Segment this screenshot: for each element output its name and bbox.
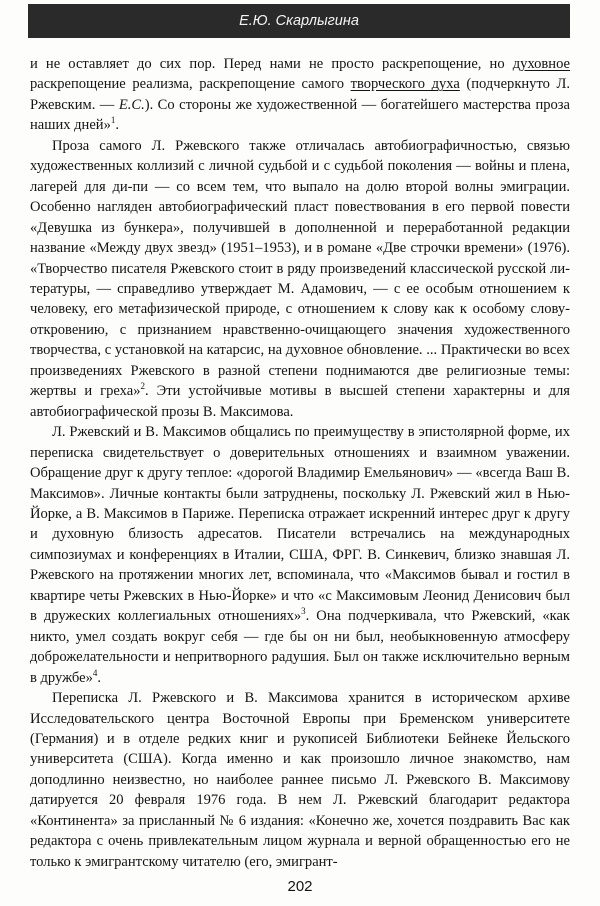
footnote-ref: 3 [301, 606, 306, 617]
text-run: и не оставляет до сих пор. Перед нами не просто раскрепощение, но [30, 56, 513, 72]
underlined-emphasis: духовное [512, 56, 570, 72]
text-run: Проза самого Л. Ржевского также отличалась автобиографичностью, связью художественных коллизий с личной судьбой и с судьбой поколения — войны и плена, лагерей для ди-пи — со всем тем, что выпало на долю второй волны эмиграции. Особенно нагляден автобиографический пласт повествования в его первой повести «Девушка из бункера», получившей в дополненной и переработанной редакции название «Между двух звезд» (1951–1953), и в романе «Две строчки времени» (1976). «Творчество писателя Ржевского стоит в ряду произведений классической русской литературы, — справедливо утверждает М. Адамович, — с ее особым отношением к человеку, его метафизической природе, с отношением к слову как к особому слову-откровению, с признанием нравственно-очищающего значения художественного творчества, с установкой на катарсис, на духовное обновление. ... Практически во всех произведениях Ржевского в разной степени поднимаются две религиозные темы: жертвы и греха» [30, 137, 570, 400]
footnote-ref: 2 [140, 381, 145, 392]
text-run: . [97, 669, 102, 686]
text-run: (подчеркнуто Л. Ржевским. — [30, 76, 570, 113]
text-run: ). Со стороны же художественной — богатейшего мастерства проза наших дней» [30, 96, 570, 134]
page-number: 202 [287, 878, 313, 895]
paragraph-3 [30, 422, 570, 688]
underlined-emphasis: творческого духа [350, 76, 460, 93]
text-run: Переписка Л. Ржевского и В. Максимова хранится в историческом архиве Исследовательского центра Восточной Европы при Бременском университете (Германия) и в отделе редких книг и рукописей Библиотеки Бейнеке Йельского университета (США). Когда именно и как произошло личное знакомство, нам доподлинно неизвестно, но наиболее раннее письмо Л. Ржевского В. Максимову датируется 20 февраля 1976 года. В нем Л. Ржевский благодарит редактора «Континента» за присланный № 6 издания: «Конечно же, хочется поздравить Вас как редактора с очень привлекательным лицом журнала и верной обращенностью его не только к эмигрантскому читателю (его, эмигрант- [30, 690, 570, 870]
text-run: раскрепощение реализма, раскрепощение самого [30, 76, 351, 93]
text-run: . Она подчеркивала, что Ржевский, «как никто, умел создать вокруг себя — где бы он ни был, необыкновенную атмосферу доброжелательности и непритворного радушия. Был он также исключительно верным в дружбе» [30, 608, 570, 686]
footnote-ref: 4 [92, 667, 98, 678]
text-run: . Эти устойчивые мотивы в высшей степени характерны и для автобиографической прозы В. Максимова. [30, 383, 570, 420]
text-run: . [115, 117, 119, 134]
footnote-ref: 1 [110, 115, 116, 126]
running-title: Е.Ю. Скарлыгина [239, 13, 359, 29]
author-initials: Е.С. [118, 96, 145, 113]
text-run: Л. Ржевский и В. Максимов общались по преимуществу в эпистолярной форме, их переписка свидетельствует о доверительных отношениях и взаимном уважении. Обращение друг к другу теплое: «дорогой Владимир Емельянович» — «всегда Ваш В. Максимов». Личные контакты были затруднены, поскольку Л. Ржевский жил в Нью-Йорке, а В. Максимов в Париже. Переписка отражает искренний интерес друг к другу и духовную близость адресатов. Писатели встречались на международных симпозиумах и конференциях в Италии, США, ФРГ. В. Синкевич, близко знавшая Л. Ржевского на протяжении многих лет, вспоминала, что «Максимов бывал и гостил в квартире четы Ржевских в Нью-Йорке» и что «с Максимовым Леонид Денисович был в дружеских коллегиальных отношениях» [30, 424, 570, 625]
running-header [28, 4, 570, 38]
body-text [30, 54, 570, 872]
paragraph-4 [30, 688, 570, 872]
paragraph-2 [30, 136, 570, 422]
paragraph-1 [30, 54, 570, 136]
